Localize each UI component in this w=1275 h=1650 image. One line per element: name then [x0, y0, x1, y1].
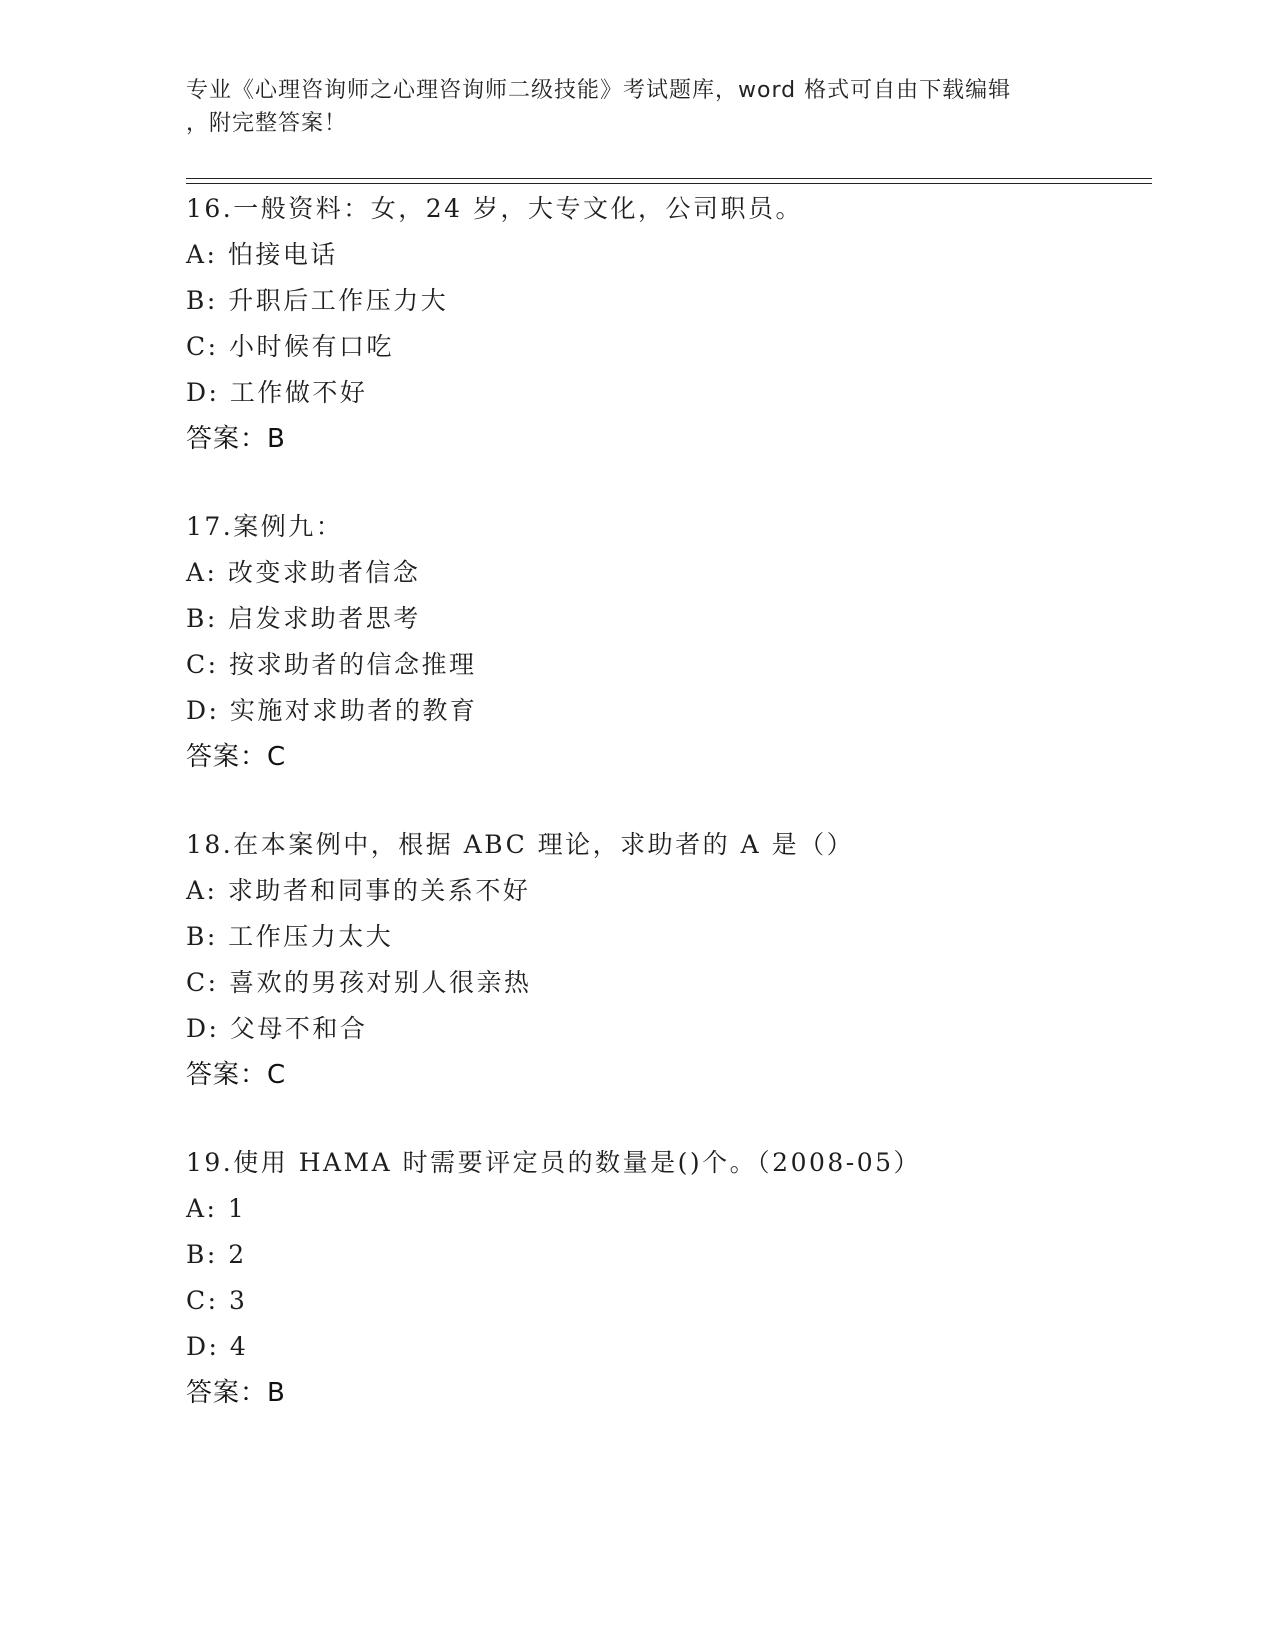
option-b: B: 启发求助者思考 [186, 604, 421, 633]
answer: 答案：B [186, 1378, 286, 1408]
option-b: B: 升职后工作压力大 [186, 286, 449, 315]
option-d: D: 4 [186, 1332, 249, 1361]
option-a: A: 改变求助者信念 [186, 558, 421, 587]
header-rule-top [186, 178, 1152, 179]
option-a: A: 1 [186, 1194, 247, 1223]
question-stem: 17.案例九： [186, 512, 344, 541]
option-c: C: 小时候有口吃 [186, 332, 394, 361]
question-stem: 16.一般资料：女，24 岁，大专文化，公司职员。 [186, 194, 804, 223]
question-stem: 18.在本案例中，根据 ABC 理论，求助者的 A 是（） [186, 830, 855, 859]
document-header [186, 74, 1086, 140]
answer: 答案：C [186, 742, 287, 772]
option-a: A: 求助者和同事的关系不好 [186, 876, 531, 905]
option-c: C: 按求助者的信念推理 [186, 650, 477, 679]
question-17 [186, 504, 1146, 780]
header-rule-bottom [186, 183, 1152, 184]
answer: 答案：B [186, 424, 286, 454]
answer: 答案：C [186, 1060, 287, 1090]
option-a: A: 怕接电话 [186, 240, 338, 269]
question-18 [186, 822, 1146, 1098]
option-d: D: 实施对求助者的教育 [186, 696, 478, 725]
option-c: C: 3 [186, 1286, 248, 1315]
option-d: D: 父母不和合 [186, 1014, 368, 1043]
option-d: D: 工作做不好 [186, 378, 368, 407]
question-19 [186, 1140, 1146, 1416]
question-16 [186, 186, 1146, 462]
header-line-1: 专业《心理咨询师之心理咨询师二级技能》考试题库，word 格式可自由下载编辑 [186, 78, 1012, 103]
option-c: C: 喜欢的男孩对别人很亲热 [186, 968, 532, 997]
option-b: B: 工作压力太大 [186, 922, 394, 951]
question-stem: 19.使用 HAMA 时需要评定员的数量是()个。（2008-05） [186, 1148, 922, 1177]
header-line-2: ，附完整答案！ [186, 111, 348, 136]
option-b: B: 2 [186, 1240, 247, 1269]
